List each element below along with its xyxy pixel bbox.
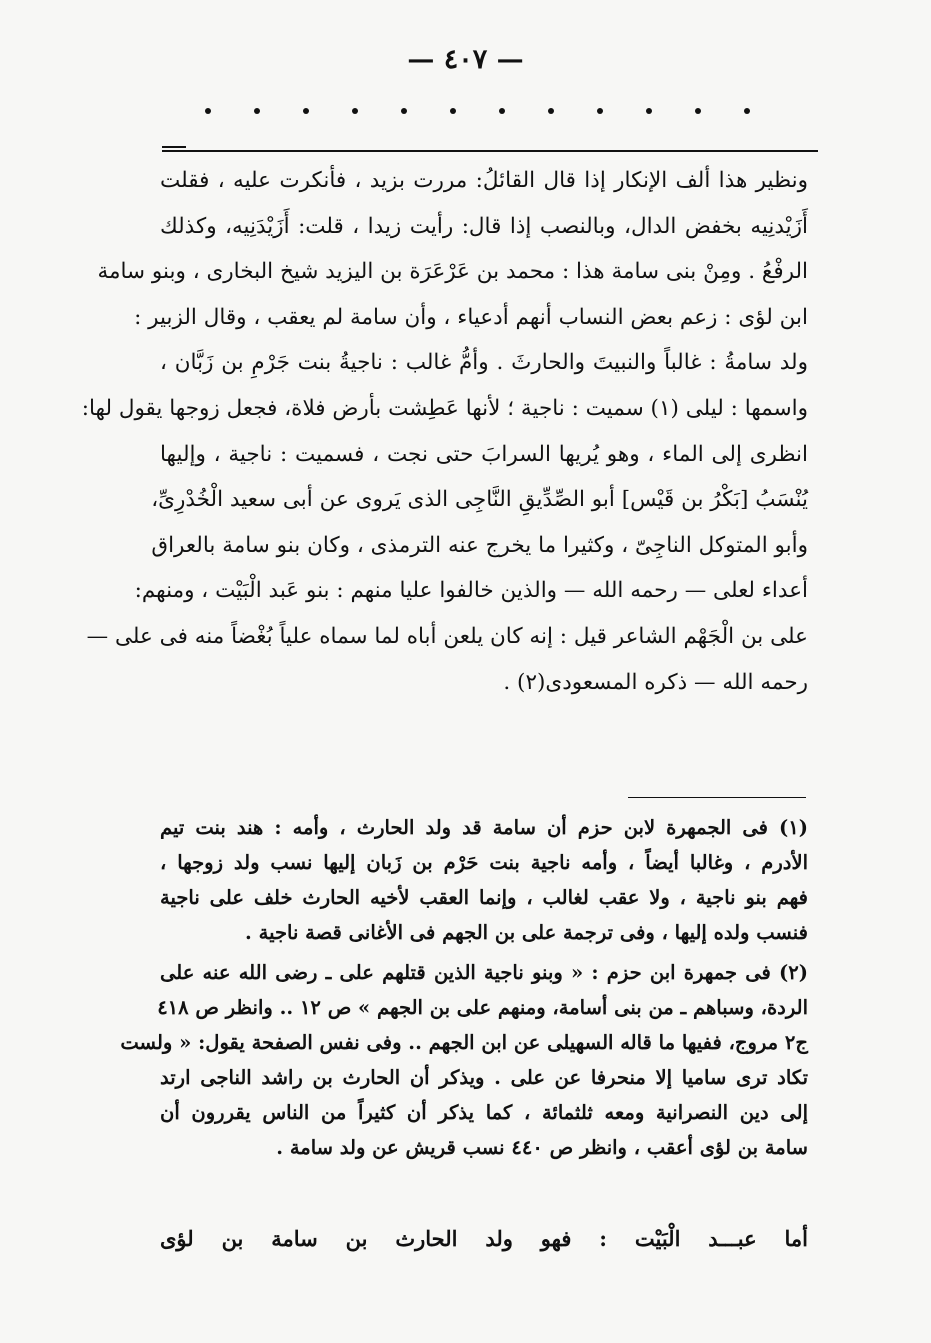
footnote-line: الردة، وسباهم ـ من بنى أسامة، ومنهم على بن الجهم » ص ١٢ .. وانظر ص ٤١٨ <box>157 996 808 1019</box>
text-line: أما عبـــد الْبَيْت : فهو ولد الحارث بن سامة بن لؤى <box>160 1226 808 1251</box>
main-text <box>81 158 808 705</box>
page-number: — ٤٠٧ — <box>407 44 524 75</box>
ornament-dot-icon <box>646 108 652 114</box>
footnote-line: تكاد ترى ساميا إلا منحرفا عن على . ويذكر أن الحارث بن راشد الناجى ارتد <box>160 1066 808 1089</box>
closing-text <box>160 1221 808 1257</box>
text-line: أَزَيْدنِيه بخفض الدال، وبالنصب إذا قال: رأيت زيدا ، قلت: أَزَيْدَنِيه، وكذلك <box>160 213 808 239</box>
ornament-dot-icon <box>205 108 211 114</box>
footnote-line: فنسب ولده إليها ، وفى ترجمة على بن الجهم فى الأغانى قصة ناجية . <box>245 921 808 944</box>
text-line: الرفْعُ . ومِنْ بنى سامة هذا : محمد بن عَرْعَرَة بن اليزيد شيخ البخارى ، وبنو سامة <box>97 259 808 285</box>
header-rule <box>162 150 818 152</box>
ornament-dot-icon <box>450 108 456 114</box>
footnote-2 <box>120 955 808 1165</box>
footnote-line: (٢) فى جمهرة ابن حزم : « وبنو ناجية الذين قتلهم على ـ رضى الله عنه على <box>160 961 808 984</box>
text-line: وأبو المتوكل الناجِىّ ، وكثيرا ما يخرج عنه الترمذى ، وكان بنو سامة بالعراق <box>151 532 808 558</box>
ornament-dot-icon <box>548 108 554 114</box>
ornament-dot-icon <box>401 108 407 114</box>
text-line: يُنْسَبُ [بَكْرُ بن قَيْس] أبو الصِّدِّيقِ النَّاجِى الذى يَروى عن أبى سعيد الْخُدْرِىِّ، <box>151 487 808 513</box>
ornament-dot-icon <box>597 108 603 114</box>
text-line: أعداء لعلى — رحمه الله — والذين خالفوا عليا منهم : بنو عَبد الْبَيْت ، ومنهم: <box>134 578 808 604</box>
footnote-separator <box>628 797 806 798</box>
ornament-dot-icon <box>744 108 750 114</box>
ornament-dot-icon <box>695 108 701 114</box>
ornament-divider <box>205 108 750 114</box>
footnote-line: ج٢ مروج، ففيها ما قاله السهيلى عن ابن الجهم .. وفى نفس الصفحة يقول: « ولست <box>120 1031 808 1054</box>
footnote-line: فهم بنو ناجية ، ولا عقب لغالب ، وإنما العقب لأخيه الحارث خلف على ناجية <box>160 886 808 909</box>
footnote-line: سامة بن لؤى أعقب ، وانظر ص ٤٤٠ نسب قريش عن ولد سامة . <box>276 1136 808 1159</box>
ornament-dot-icon <box>303 108 309 114</box>
footnote-line: (١) فى الجمهرة لابن حزم أن سامة قد ولد الحارث ، وأمه : هند بنت تيم <box>160 816 808 839</box>
footnote-line: إلى دين النصرانية ومعه ثلثمائة ، كما يذكر أن كثيراً من الناس يقررون أن <box>160 1101 808 1124</box>
ornament-dot-icon <box>499 108 505 114</box>
ornament-dot-icon <box>352 108 358 114</box>
text-line: انظرى إلى الماء ، وهو يُريها السرابَ حتى نجت ، فسميت : ناجية ، وإليها <box>160 441 808 467</box>
text-line: واسمها : ليلى (١) سميت : ناجية ؛ لأنها عَطِشت بأرض فلاة، فجعل زوجها يقول لها: <box>81 395 808 421</box>
text-line: رحمه الله — ذكره المسعودى(٢) . <box>503 669 808 695</box>
ornament-dot-icon <box>254 108 260 114</box>
text-line: على بن الْجَهْم الشاعر قيل : إنه كان يلعن أباه لما سماه علياً بُغْضاً منه فى على — <box>86 623 808 649</box>
text-line: ونظير هذا ألف الإنكار إذا قال القائلُ: مررت بزيد ، فأنكرت عليه ، فقلت <box>160 168 808 193</box>
footnote-1 <box>160 810 808 950</box>
footnote-line: الأدرم ، وغالبا أيضاً ، وأمه ناجية بنت حَرْم بن زَبان إليها نسب ولد زوجها ، <box>160 851 809 874</box>
text-line: ابن لؤى : زعم بعض النساب أنهم أدعياء ، وأن سامة لم يعقب ، وقال الزبير : <box>134 304 808 330</box>
header-rule-mark <box>162 146 186 148</box>
text-line: ولد سامةُ : غالباً والنبيتَ والحارثَ . وأمُّ غالب : ناجيةُ بنت جَرْمِ بن زَبَّان ، <box>160 350 808 376</box>
footnotes <box>120 810 809 1165</box>
